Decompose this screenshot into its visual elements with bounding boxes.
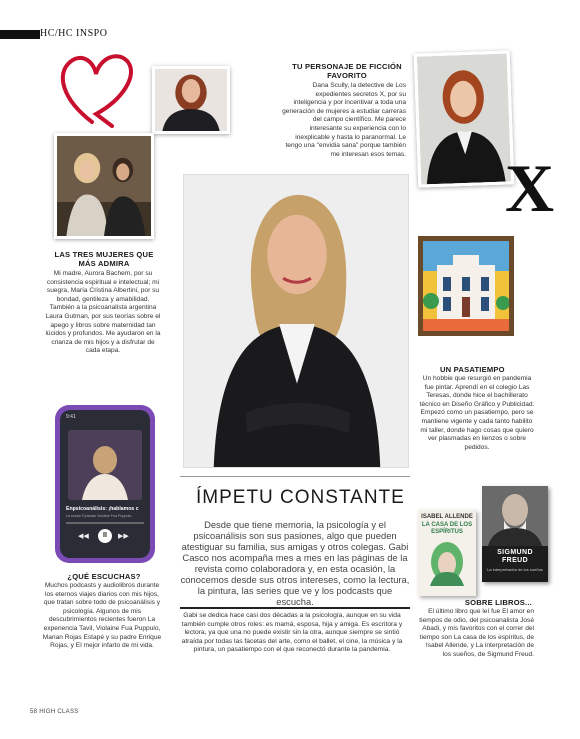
book2-author: SIGMUND FREUD	[497, 549, 533, 564]
painting-frame	[418, 236, 514, 336]
section-tag-bar	[0, 30, 40, 39]
ribbon-heart-decoration	[52, 44, 138, 128]
phone-screen	[60, 410, 150, 558]
article-body: Gabi se dedica hace casi dos décadas a la psicología, aunque en su vida también cumple otros roles: es mamá, esposa, hija y amiga. Es escritora y lectora, ya que una no puede existir sin la otra, aunque siempre se sintió atraída por todas las facetas del arte, como el ballet, el cine, la música y la pintura, un pasatiempo con el que reconectó durante la pandemia.	[181, 612, 403, 654]
phone-time: 9:41	[66, 414, 76, 420]
painting-las-teresas	[423, 241, 509, 331]
book1-cover-art	[418, 536, 476, 586]
title-rule	[180, 476, 410, 477]
favorite-character-heading: TU PERSONAJE DE FICCIÓN FAVORITO	[292, 62, 402, 80]
x-files-logo: X	[505, 150, 555, 226]
book1-title: LA CASA DE LOS ESPÍRITUS	[421, 522, 473, 535]
books-heading: SOBRE LIBROS...	[464, 598, 532, 607]
deck-divider	[180, 607, 410, 609]
listening-heading: ¿QUÉ ESCUCHAS?	[67, 572, 141, 581]
page-title: ÍMPETU CONSTANTE	[196, 487, 405, 508]
podcast-cover	[68, 430, 142, 500]
page-footer: 58 HIGH CLASS	[30, 709, 79, 715]
book-la-interpretacion-de-los-suenos	[482, 486, 548, 582]
forward-icon[interactable]: ▶▶	[118, 533, 129, 540]
favorite-character-text: Dana Scully, la detective de Los expedientes secretos X, por su inteligencia y por incentivar a toda una generación de mujeres a estudiar carreras del campo científico. Me parece interesante su experiencia con lo inexplicable y hasta lo paranormal. Le tengo una "envidia sana" porque también me interesan esos temas.	[282, 82, 406, 158]
book1-author: ISABEL ALLENDE	[421, 514, 473, 520]
phone-podcast-title: Enpsicoanálisis: ¡hablamos c	[66, 506, 139, 512]
books-text: El último libro que leí fue El amor en tiempos de odio, del psicoanalista José Abadi, y mis favoritos con el correr del tiempo son La casa de los espíritus, de Isabel Allende, y La interpretación de los sueños, de Sigmund Freud.	[419, 608, 534, 658]
section-tag: HC/HC INSPO	[40, 28, 108, 39]
book-la-casa-de-los-espiritus	[418, 510, 476, 596]
hobby-heading: UN PASATIEMPO	[440, 365, 505, 374]
book2-cover-art	[482, 486, 548, 546]
pause-icon[interactable]: II	[98, 529, 112, 543]
phone-mockup	[55, 405, 155, 563]
phone-progress-bar[interactable]	[66, 522, 144, 524]
phone-podcast-subtitle: La sesión Episodio Violaine Fua Puppulo...	[66, 514, 135, 518]
photo-woman-red-hair	[152, 66, 230, 134]
listening-text: Muchos podcasts y audiolibros durante los eternos viajes diarios con mis hijos, que tratan sobre todo de psicoanálisis y psicología. Algunos de mis descubrimientos recientes fueron La experiencia Tavil, Violaine Fua Puppulo, Marian Rojas Estapé y su padre Enrique Rojas, y El mejor infarto de mi vida.	[42, 582, 162, 650]
three-women-text: Mi madre, Aurora Bachem, por su consistencia espiritual e intelectual; mi suegra, María Cristina Albertini, por su bondad, gentileza y amabilidad. También a la psicoanalista argentina Laura Gutman, por sus teorías sobre el apego y libros sobre maternidad tan lúcidos y profundos. Me ayudaron en la crianza de mis hijos y a disfrutar de cada etapa.	[45, 270, 161, 355]
article-deck: Desde que tiene memoria, la psicología y el psicoanálisis son sus pasiones, algo que pueden atestiguar su familia, sus amigas y otros colegas. Gabi Casco nos acompaña mes a mes en las páginas de la revista como colaboradora y, en esta ocasión, la conocemos desde sus otros intereses, como la lectura, la pintura, las series que ve y los podcasts que escucha.	[180, 519, 410, 607]
book2-subtitle: La interpretación de los sueños	[487, 567, 543, 572]
main-portrait-photo	[183, 174, 409, 468]
photo-dana-scully	[414, 50, 515, 187]
three-women-heading: LAS TRES MUJERES QUE MÁS ADMIRA	[54, 250, 154, 268]
photo-two-women	[54, 133, 154, 239]
rewind-icon[interactable]: ◀◀	[78, 533, 89, 540]
hobby-text: Un hobbie que resurgió en pandemia fue pintar. Aprendí en el colegio Las Teresas, donde hice el bachillerato técnico en Diseño Gráfico y Publicidad. Empezó como un pasatiempo, pero se mantiene vigente y cada tanto habilito mi taller, donde hago cosas que quiero ver plasmadas en lienzos o sobre pedidos.	[419, 375, 535, 451]
